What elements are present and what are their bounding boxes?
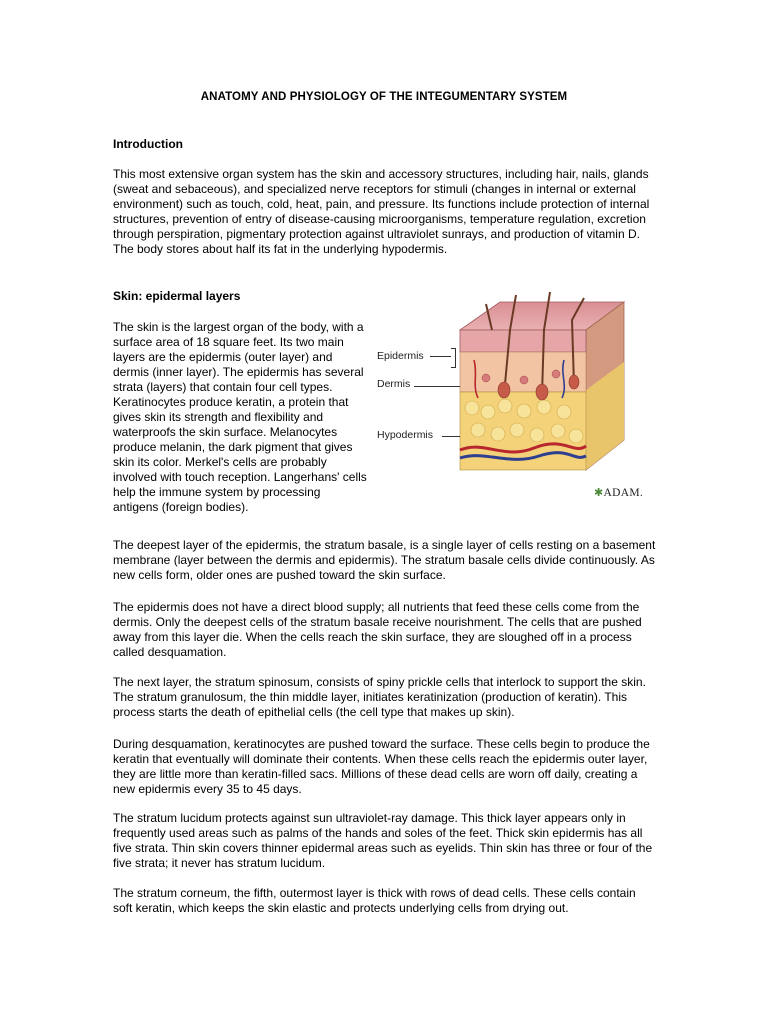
introduction-heading: Introduction (113, 137, 183, 151)
adam-credit-text: ADAM. (603, 487, 644, 499)
hypodermis-leader (442, 436, 460, 437)
epidermal-layers-heading: Skin: epidermal layers (113, 289, 241, 303)
epidermis-leader (430, 356, 451, 357)
skin-cross-section-illustration (374, 290, 664, 485)
dermis-leader (414, 386, 460, 387)
epidermis-bracket (451, 348, 456, 368)
epidermal-paragraph-4: The next layer, the stratum spinosum, consists of spiny prickle cells that interlock to support the skin. The stratum granulosum, the thin middle layer, initiates keratinization (production of keratin). This process starts the death of epithelial cells (the cell type that makes up skin). (113, 675, 646, 719)
hypodermis-label: Hypodermis (377, 429, 434, 441)
epidermal-paragraph-6: The stratum lucidum protects against sun ultraviolet-ray damage. This thick layer appears only in frequently used areas such as palms of the hands and soles of the feet. Thick skin epidermis has all five strata. Thin skin covers thinner epidermal areas such as eyelids. Thin skin has three or four of the five strata; it never has stratum lucidum. (113, 811, 653, 870)
introduction-paragraph: This most extensive organ system has the skin and accessory structures, including hair, nails, glands (sweat and sebaceous), and specialized nerve receptors for stimuli (changes in internal or external environment) such as touch, cold, heat, pain, and pressure. Its functions include protection of internal structures, prevention of entry of disease-causing microorganisms, temperature regulation, excretion through perspiration, pigmentary protection against ultraviolet sunrays, and production of vitamin D. The body stores about half its fat in the underlying hypodermis. (113, 167, 650, 256)
epidermal-paragraph-3: The epidermis does not have a direct blood supply; all nutrients that feed these cells come from the dermis. Only the deepest cells of the stratum basale receive nourishment. The cells that are pushed away from this layer die. When the cells reach the skin surface, they are sloughed off in a process called desquamation. (113, 600, 642, 659)
dermis-label: Dermis (377, 378, 411, 390)
skin-diagram-figure (374, 290, 664, 505)
adam-credit (594, 486, 643, 499)
adam-logo-icon: ✱ (594, 487, 604, 499)
epidermis-label: Epidermis (377, 350, 424, 362)
epidermal-paragraph-5: During desquamation, keratinocytes are pushed toward the surface. These cells begin to produce the keratin that eventually will dominate their contents. When these cells reach the epidermis outer layer, they are little more than keratin-filled sacs. Millions of these dead cells are worn off daily, creating a new epidermis every 35 to 45 days. (113, 737, 650, 796)
epidermal-paragraph-7: The stratum corneum, the fifth, outermost layer is thick with rows of dead cells. These cells contain soft keratin, which keeps the skin elastic and protects underlying cells from drying out. (113, 886, 636, 915)
epidermal-paragraph-1: The skin is the largest organ of the body, with a surface area of 18 square feet. Its two main layers are the epidermis (outer layer) and dermis (inner layer). The epidermis has several strata (layers) that contain four cell types. Keratinocytes produce keratin, a protein that gives skin its strength and flexibility and waterproofs the skin surface. Melanocytes produce melanin, the dark pigment that gives skin its color. Merkel's cells are probably involved with touch reception. Langerhans' cells help the immune system by processing antigens (foreign bodies). (113, 320, 367, 514)
document-title: ANATOMY AND PHYSIOLOGY OF THE INTEGUMENTARY SYSTEM (200, 91, 568, 103)
epidermal-paragraph-2: The deepest layer of the epidermis, the stratum basale, is a single layer of cells resting on a basement membrane (layer between the dermis and epidermis). The stratum basale cells divide continuously. As new cells form, older ones are pushed toward the skin surface. (113, 538, 656, 582)
